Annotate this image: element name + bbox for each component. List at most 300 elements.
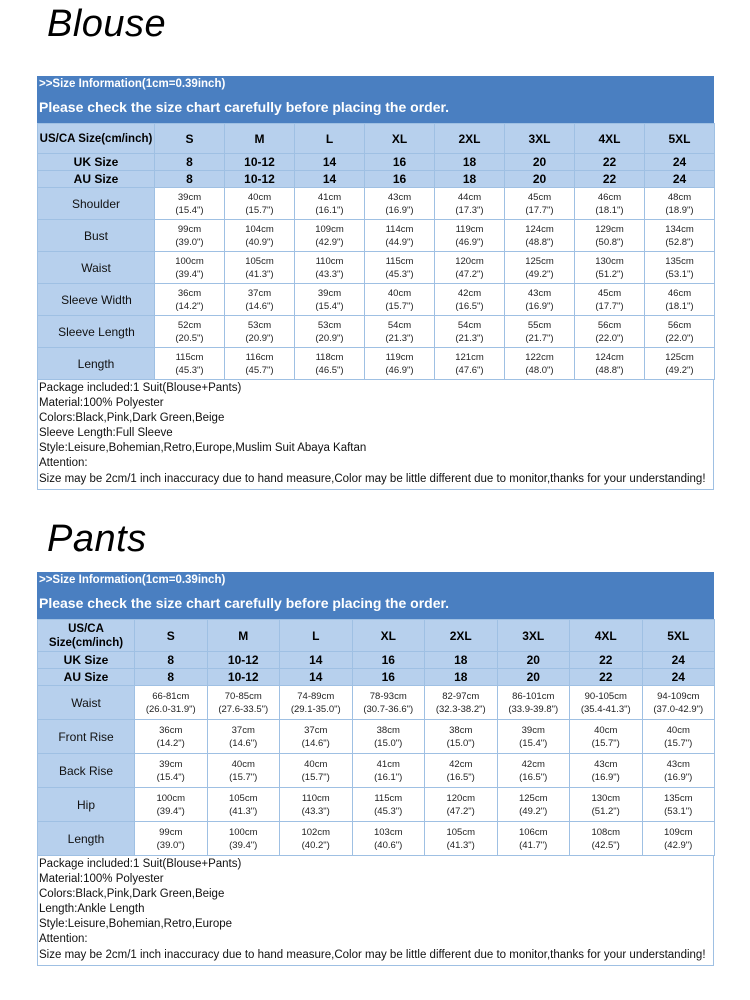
blouse-au-size: 24 xyxy=(645,171,715,188)
inch-value: (21.3") xyxy=(385,332,414,344)
blouse-size-cell xyxy=(225,252,295,284)
cm-value: 125cm xyxy=(665,351,694,363)
inch-value: (46.5") xyxy=(315,364,344,376)
pants-note-line: Size may be 2cm/1 inch inaccuracy due to hand measure,Color may be little different due to monitor,thanks for your understanding! xyxy=(39,948,706,961)
blouse-size-cell xyxy=(225,316,295,348)
pants-size-cell xyxy=(280,754,353,788)
blouse-measurement-row xyxy=(38,252,715,284)
cm-value: 120cm xyxy=(455,255,484,267)
pants-au-size: 24 xyxy=(642,669,715,686)
cm-value: 42cm xyxy=(449,758,473,770)
pants-size-cell xyxy=(570,686,643,720)
cm-value: 90-105cm xyxy=(584,690,627,702)
blouse-size-cell xyxy=(435,188,505,220)
cm-value: 39cm xyxy=(521,724,545,736)
pants-au-size: 8 xyxy=(135,669,208,686)
pants-info-line: >>Size Information(1cm=0.39inch) xyxy=(39,574,226,586)
blouse-au-size: 18 xyxy=(435,171,505,188)
blouse-au-label: AU Size xyxy=(38,171,155,188)
pants-uk-size: 18 xyxy=(425,652,498,669)
inch-value: (26.0-31.9") xyxy=(145,703,196,715)
cm-value: 124cm xyxy=(595,351,624,363)
blouse-size-cell xyxy=(225,348,295,380)
pants-size-cell xyxy=(570,720,643,754)
blouse-measurement-row xyxy=(38,348,715,380)
blouse-uk-size: 20 xyxy=(505,154,575,171)
blouse-size-cell xyxy=(645,284,715,316)
pants-uk-size: 10-12 xyxy=(207,652,280,669)
cm-value: 115cm xyxy=(374,792,403,804)
blouse-info-band xyxy=(37,76,714,123)
inch-value: (16.9") xyxy=(525,300,554,312)
inch-value: (21.3") xyxy=(455,332,484,344)
blouse-us-size: 3XL xyxy=(505,124,575,154)
blouse-uk-size: 10-12 xyxy=(225,154,295,171)
cm-value: 70-85cm xyxy=(224,690,262,702)
pants-us-size: XL xyxy=(352,620,425,652)
pants-size-cell xyxy=(280,822,353,856)
pants-title: Pants xyxy=(47,518,147,560)
blouse-size-cell xyxy=(645,316,715,348)
cm-value: 43cm xyxy=(666,758,690,770)
cm-value: 40cm xyxy=(387,287,412,299)
inch-value: (16.5") xyxy=(519,771,548,783)
inch-value: (46.9") xyxy=(385,364,414,376)
pants-size-cell xyxy=(642,822,715,856)
inch-value: (15.7") xyxy=(301,771,330,783)
pants-size-cell xyxy=(280,686,353,720)
inch-value: (32.3-38.2") xyxy=(435,703,486,715)
inch-value: (48.8") xyxy=(595,364,624,376)
inch-value: (49.2") xyxy=(665,364,694,376)
blouse-row-label: Bust xyxy=(38,220,155,252)
cm-value: 37cm xyxy=(231,724,255,736)
blouse-size-cell xyxy=(155,220,225,252)
cm-value: 39cm xyxy=(317,287,342,299)
blouse-size-cell xyxy=(645,188,715,220)
blouse-us-size: M xyxy=(225,124,295,154)
blouse-uk-size: 22 xyxy=(575,154,645,171)
pants-us-size: 5XL xyxy=(642,620,715,652)
pants-notice: Please check the size chart carefully before placing the order. xyxy=(39,595,450,611)
pants-size-cell xyxy=(280,788,353,822)
pants-measurement-row xyxy=(38,822,715,856)
blouse-size-cell xyxy=(505,284,575,316)
blouse-size-cell xyxy=(575,252,645,284)
cm-value: 119cm xyxy=(385,351,414,363)
cm-value: 56cm xyxy=(597,319,622,331)
inch-value: (43.3") xyxy=(301,805,330,817)
blouse-au-size: 20 xyxy=(505,171,575,188)
pants-au-size: 20 xyxy=(497,669,570,686)
blouse-us-size: 4XL xyxy=(575,124,645,154)
pants-size-cell xyxy=(642,754,715,788)
cm-value: 37cm xyxy=(247,287,272,299)
inch-value: (15.7") xyxy=(385,300,414,312)
cm-value: 103cm xyxy=(373,826,403,838)
inch-value: (17.7") xyxy=(525,204,554,216)
blouse-size-cell xyxy=(155,284,225,316)
inch-value: (47.2") xyxy=(455,268,484,280)
pants-note-line: Package included:1 Suit(Blouse+Pants) xyxy=(39,858,242,870)
inch-value: (15.4") xyxy=(175,204,204,216)
inch-value: (15.0") xyxy=(374,737,403,749)
inch-value: (39.4") xyxy=(175,268,204,280)
cm-value: 99cm xyxy=(177,223,202,235)
blouse-uk-size: 8 xyxy=(155,154,225,171)
cm-value: 37cm xyxy=(304,724,328,736)
blouse-size-cell xyxy=(435,220,505,252)
pants-row-label: Waist xyxy=(38,686,135,720)
blouse-uk-label: UK Size xyxy=(38,154,155,171)
pants-size-cell xyxy=(425,788,498,822)
pants-measurement-row xyxy=(38,754,715,788)
pants-uk-label: UK Size xyxy=(38,652,135,669)
inch-value: (15.4") xyxy=(519,737,548,749)
pants-size-cell xyxy=(642,720,715,754)
cm-value: 106cm xyxy=(518,826,548,838)
pants-au-label: AU Size xyxy=(38,669,135,686)
cm-value: 53cm xyxy=(247,319,272,331)
cm-value: 40cm xyxy=(666,724,690,736)
pants-row-label: Hip xyxy=(38,788,135,822)
pants-uk-size: 22 xyxy=(570,652,643,669)
pants-uk-size: 8 xyxy=(135,652,208,669)
cm-value: 39cm xyxy=(177,191,202,203)
pants-note-line: Colors:Black,Pink,Dark Green,Beige xyxy=(39,888,225,901)
blouse-row-label: Waist xyxy=(38,252,155,284)
pants-size-cell xyxy=(425,720,498,754)
cm-value: 53cm xyxy=(317,319,342,331)
inch-value: (46.9") xyxy=(455,236,484,248)
inch-value: (42.9") xyxy=(664,839,693,851)
blouse-uk-size: 18 xyxy=(435,154,505,171)
pants-uk-size: 16 xyxy=(352,652,425,669)
inch-value: (16.9") xyxy=(591,771,620,783)
inch-value: (41.3") xyxy=(245,268,274,280)
inch-value: (51.2") xyxy=(591,805,620,817)
blouse-row-label: Sleeve Width xyxy=(38,284,155,316)
blouse-size-cell xyxy=(365,220,435,252)
pants-au-size: 16 xyxy=(352,669,425,686)
cm-value: 119cm xyxy=(455,223,484,235)
cm-value: 104cm xyxy=(245,223,274,235)
pants-measurement-row xyxy=(38,788,715,822)
pants-size-cell xyxy=(135,754,208,788)
blouse-note-line: Size may be 2cm/1 inch inaccuracy due to hand measure,Color may be little different due to monitor,thanks for your understanding! xyxy=(39,472,706,485)
inch-value: (39.4") xyxy=(229,839,258,851)
pants-size-cell xyxy=(497,720,570,754)
blouse-measurement-row xyxy=(38,220,715,252)
inch-value: (15.7") xyxy=(664,737,693,749)
blouse-size-cell xyxy=(225,188,295,220)
pants-corner-label: US/CA Size(cm/inch) xyxy=(38,620,135,652)
blouse-us-size: XL xyxy=(365,124,435,154)
blouse-size-cell xyxy=(435,316,505,348)
cm-value: 46cm xyxy=(667,287,692,299)
cm-value: 38cm xyxy=(449,724,473,736)
blouse-size-cell xyxy=(505,220,575,252)
cm-value: 100cm xyxy=(228,826,258,838)
pants-size-cell xyxy=(570,822,643,856)
inch-value: (47.2") xyxy=(446,805,475,817)
blouse-size-cell xyxy=(645,220,715,252)
inch-value: (52.8") xyxy=(665,236,694,248)
cm-value: 74-89cm xyxy=(297,690,335,702)
pants-us-size: S xyxy=(135,620,208,652)
blouse-size-cell xyxy=(505,252,575,284)
blouse-row-label: Length xyxy=(38,348,155,380)
pants-size-cell xyxy=(642,686,715,720)
inch-value: (17.3") xyxy=(455,204,484,216)
cm-value: 55cm xyxy=(527,319,552,331)
blouse-notes xyxy=(37,380,714,490)
pants-size-cell xyxy=(497,754,570,788)
blouse-size-cell xyxy=(365,252,435,284)
cm-value: 135cm xyxy=(665,255,694,267)
pants-row-label: Front Rise xyxy=(38,720,135,754)
cm-value: 115cm xyxy=(385,255,414,267)
blouse-size-cell xyxy=(295,188,365,220)
blouse-size-cell xyxy=(295,316,365,348)
pants-au-size: 10-12 xyxy=(207,669,280,686)
pants-note-line: Attention: xyxy=(39,933,88,946)
inch-value: (40.9") xyxy=(245,236,274,248)
blouse-size-cell xyxy=(575,188,645,220)
pants-notes xyxy=(37,856,714,966)
blouse-size-cell xyxy=(575,316,645,348)
cm-value: 124cm xyxy=(525,223,554,235)
inch-value: (50.8") xyxy=(595,236,624,248)
pants-size-table xyxy=(37,619,715,856)
cm-value: 36cm xyxy=(159,724,183,736)
cm-value: 110cm xyxy=(301,792,330,804)
pants-header-au-row xyxy=(38,669,715,686)
pants-size-cell xyxy=(642,788,715,822)
cm-value: 40cm xyxy=(247,191,272,203)
blouse-size-cell xyxy=(505,348,575,380)
cm-value: 102cm xyxy=(301,826,330,838)
cm-value: 43cm xyxy=(594,758,618,770)
inch-value: (40.6") xyxy=(374,839,403,851)
cm-value: 82-97cm xyxy=(442,690,480,702)
pants-us-size: M xyxy=(207,620,280,652)
pants-size-cell xyxy=(207,788,280,822)
inch-value: (44.9") xyxy=(385,236,414,248)
blouse-size-cell xyxy=(645,252,715,284)
inch-value: (15.7") xyxy=(245,204,274,216)
blouse-corner-label: US/CA Size(cm/inch) xyxy=(38,124,155,154)
blouse-size-cell xyxy=(505,316,575,348)
pants-size-cell xyxy=(352,788,425,822)
inch-value: (53.1") xyxy=(664,805,693,817)
cm-value: 44cm xyxy=(457,191,482,203)
blouse-size-cell xyxy=(435,348,505,380)
cm-value: 43cm xyxy=(527,287,552,299)
inch-value: (16.1") xyxy=(374,771,403,783)
inch-value: (45.7") xyxy=(245,364,274,376)
blouse-size-cell xyxy=(365,316,435,348)
blouse-size-cell xyxy=(155,348,225,380)
pants-header-us-row xyxy=(38,620,715,652)
cm-value: 118cm xyxy=(315,351,344,363)
inch-value: (15.7") xyxy=(229,771,258,783)
pants-size-cell xyxy=(425,754,498,788)
inch-value: (35.4-41.3") xyxy=(580,703,631,715)
inch-value: (14.6") xyxy=(229,737,258,749)
blouse-note-line: Package included:1 Suit(Blouse+Pants) xyxy=(39,382,242,394)
pants-us-size: 4XL xyxy=(570,620,643,652)
pants-au-size: 14 xyxy=(280,669,353,686)
cm-value: 41cm xyxy=(317,191,342,203)
blouse-measurement-row xyxy=(38,316,715,348)
blouse-size-cell xyxy=(575,284,645,316)
blouse-note-line: Sleeve Length:Full Sleeve xyxy=(39,427,173,440)
blouse-size-cell xyxy=(645,348,715,380)
inch-value: (43.3") xyxy=(315,268,344,280)
inch-value: (40.2") xyxy=(301,839,330,851)
inch-value: (45.3") xyxy=(175,364,204,376)
cm-value: 125cm xyxy=(518,792,548,804)
inch-value: (30.7-36.6") xyxy=(363,703,414,715)
cm-value: 134cm xyxy=(665,223,694,235)
cm-value: 86-101cm xyxy=(512,690,555,702)
inch-value: (16.9") xyxy=(385,204,414,216)
cm-value: 52cm xyxy=(177,319,202,331)
pants-uk-size: 24 xyxy=(642,652,715,669)
pants-size-cell xyxy=(497,686,570,720)
inch-value: (53.1") xyxy=(665,268,694,280)
pants-note-line: Material:100% Polyester xyxy=(39,873,164,886)
inch-value: (20.9") xyxy=(315,332,344,344)
pants-us-size: 2XL xyxy=(425,620,498,652)
pants-header-uk-row xyxy=(38,652,715,669)
inch-value: (15.4") xyxy=(156,771,185,783)
blouse-title: Blouse xyxy=(47,3,167,45)
blouse-us-size: 5XL xyxy=(645,124,715,154)
inch-value: (42.9") xyxy=(315,236,344,248)
blouse-size-cell xyxy=(365,188,435,220)
cm-value: 42cm xyxy=(521,758,545,770)
inch-value: (39.0") xyxy=(175,236,204,248)
blouse-us-size: L xyxy=(295,124,365,154)
blouse-header-us-row xyxy=(38,124,715,154)
cm-value: 39cm xyxy=(159,758,183,770)
blouse-size-cell xyxy=(575,348,645,380)
inch-value: (41.3") xyxy=(446,839,475,851)
pants-uk-size: 14 xyxy=(280,652,353,669)
cm-value: 122cm xyxy=(525,351,554,363)
cm-value: 129cm xyxy=(595,223,624,235)
pants-size-cell xyxy=(135,788,208,822)
cm-value: 45cm xyxy=(527,191,552,203)
blouse-size-cell xyxy=(155,252,225,284)
cm-value: 100cm xyxy=(175,255,204,267)
pants-size-cell xyxy=(207,720,280,754)
inch-value: (47.6") xyxy=(455,364,484,376)
blouse-size-cell xyxy=(505,188,575,220)
inch-value: (18.1") xyxy=(595,204,624,216)
cm-value: 105cm xyxy=(446,826,475,838)
inch-value: (33.9-39.8") xyxy=(508,703,559,715)
pants-size-cell xyxy=(425,822,498,856)
inch-value: (37.0-42.9") xyxy=(653,703,704,715)
pants-size-cell xyxy=(135,686,208,720)
blouse-au-size: 8 xyxy=(155,171,225,188)
blouse-size-cell xyxy=(225,284,295,316)
cm-value: 41cm xyxy=(376,758,400,770)
cm-value: 105cm xyxy=(245,255,274,267)
blouse-size-cell xyxy=(295,348,365,380)
cm-value: 78-93cm xyxy=(369,690,407,702)
pants-us-size: L xyxy=(280,620,353,652)
blouse-row-label: Sleeve Length xyxy=(38,316,155,348)
blouse-size-cell xyxy=(295,220,365,252)
blouse-size-cell xyxy=(155,316,225,348)
blouse-header-au-row xyxy=(38,171,715,188)
inch-value: (49.2") xyxy=(519,805,548,817)
blouse-size-cell xyxy=(435,284,505,316)
cm-value: 40cm xyxy=(231,758,255,770)
inch-value: (18.1") xyxy=(665,300,694,312)
inch-value: (14.2") xyxy=(156,737,185,749)
inch-value: (20.9") xyxy=(245,332,274,344)
inch-value: (15.7") xyxy=(591,737,620,749)
pants-measurement-row xyxy=(38,686,715,720)
pants-size-cell xyxy=(280,720,353,754)
cm-value: 99cm xyxy=(159,826,183,838)
cm-value: 56cm xyxy=(667,319,692,331)
cm-value: 46cm xyxy=(597,191,622,203)
cm-value: 130cm xyxy=(595,255,624,267)
blouse-size-cell xyxy=(295,252,365,284)
cm-value: 114cm xyxy=(385,223,414,235)
inch-value: (39.0") xyxy=(156,839,185,851)
blouse-uk-size: 14 xyxy=(295,154,365,171)
inch-value: (16.5") xyxy=(455,300,484,312)
blouse-us-size: 2XL xyxy=(435,124,505,154)
pants-uk-size: 20 xyxy=(497,652,570,669)
pants-size-cell xyxy=(570,788,643,822)
pants-size-cell xyxy=(135,720,208,754)
blouse-size-cell xyxy=(365,284,435,316)
cm-value: 40cm xyxy=(594,724,618,736)
cm-value: 105cm xyxy=(228,792,258,804)
inch-value: (49.2") xyxy=(525,268,554,280)
pants-size-cell xyxy=(207,822,280,856)
inch-value: (15.4") xyxy=(315,300,344,312)
inch-value: (16.1") xyxy=(315,204,344,216)
cm-value: 100cm xyxy=(156,792,185,804)
cm-value: 109cm xyxy=(663,826,693,838)
inch-value: (14.6") xyxy=(245,300,274,312)
inch-value: (41.3") xyxy=(229,805,258,817)
blouse-note-line: Colors:Black,Pink,Dark Green,Beige xyxy=(39,412,225,425)
blouse-size-cell xyxy=(435,252,505,284)
inch-value: (51.2") xyxy=(595,268,624,280)
pants-size-cell xyxy=(497,788,570,822)
inch-value: (39.4") xyxy=(156,805,185,817)
blouse-measurement-row xyxy=(38,188,715,220)
blouse-size-cell xyxy=(155,188,225,220)
blouse-notice: Please check the size chart carefully before placing the order. xyxy=(39,99,450,115)
pants-row-label: Length xyxy=(38,822,135,856)
inch-value: (22.0") xyxy=(595,332,624,344)
inch-value: (42.5") xyxy=(591,839,620,851)
pants-size-cell xyxy=(352,686,425,720)
cm-value: 54cm xyxy=(457,319,482,331)
pants-note-line: Style:Leisure,Bohemian,Retro,Europe xyxy=(39,918,233,931)
